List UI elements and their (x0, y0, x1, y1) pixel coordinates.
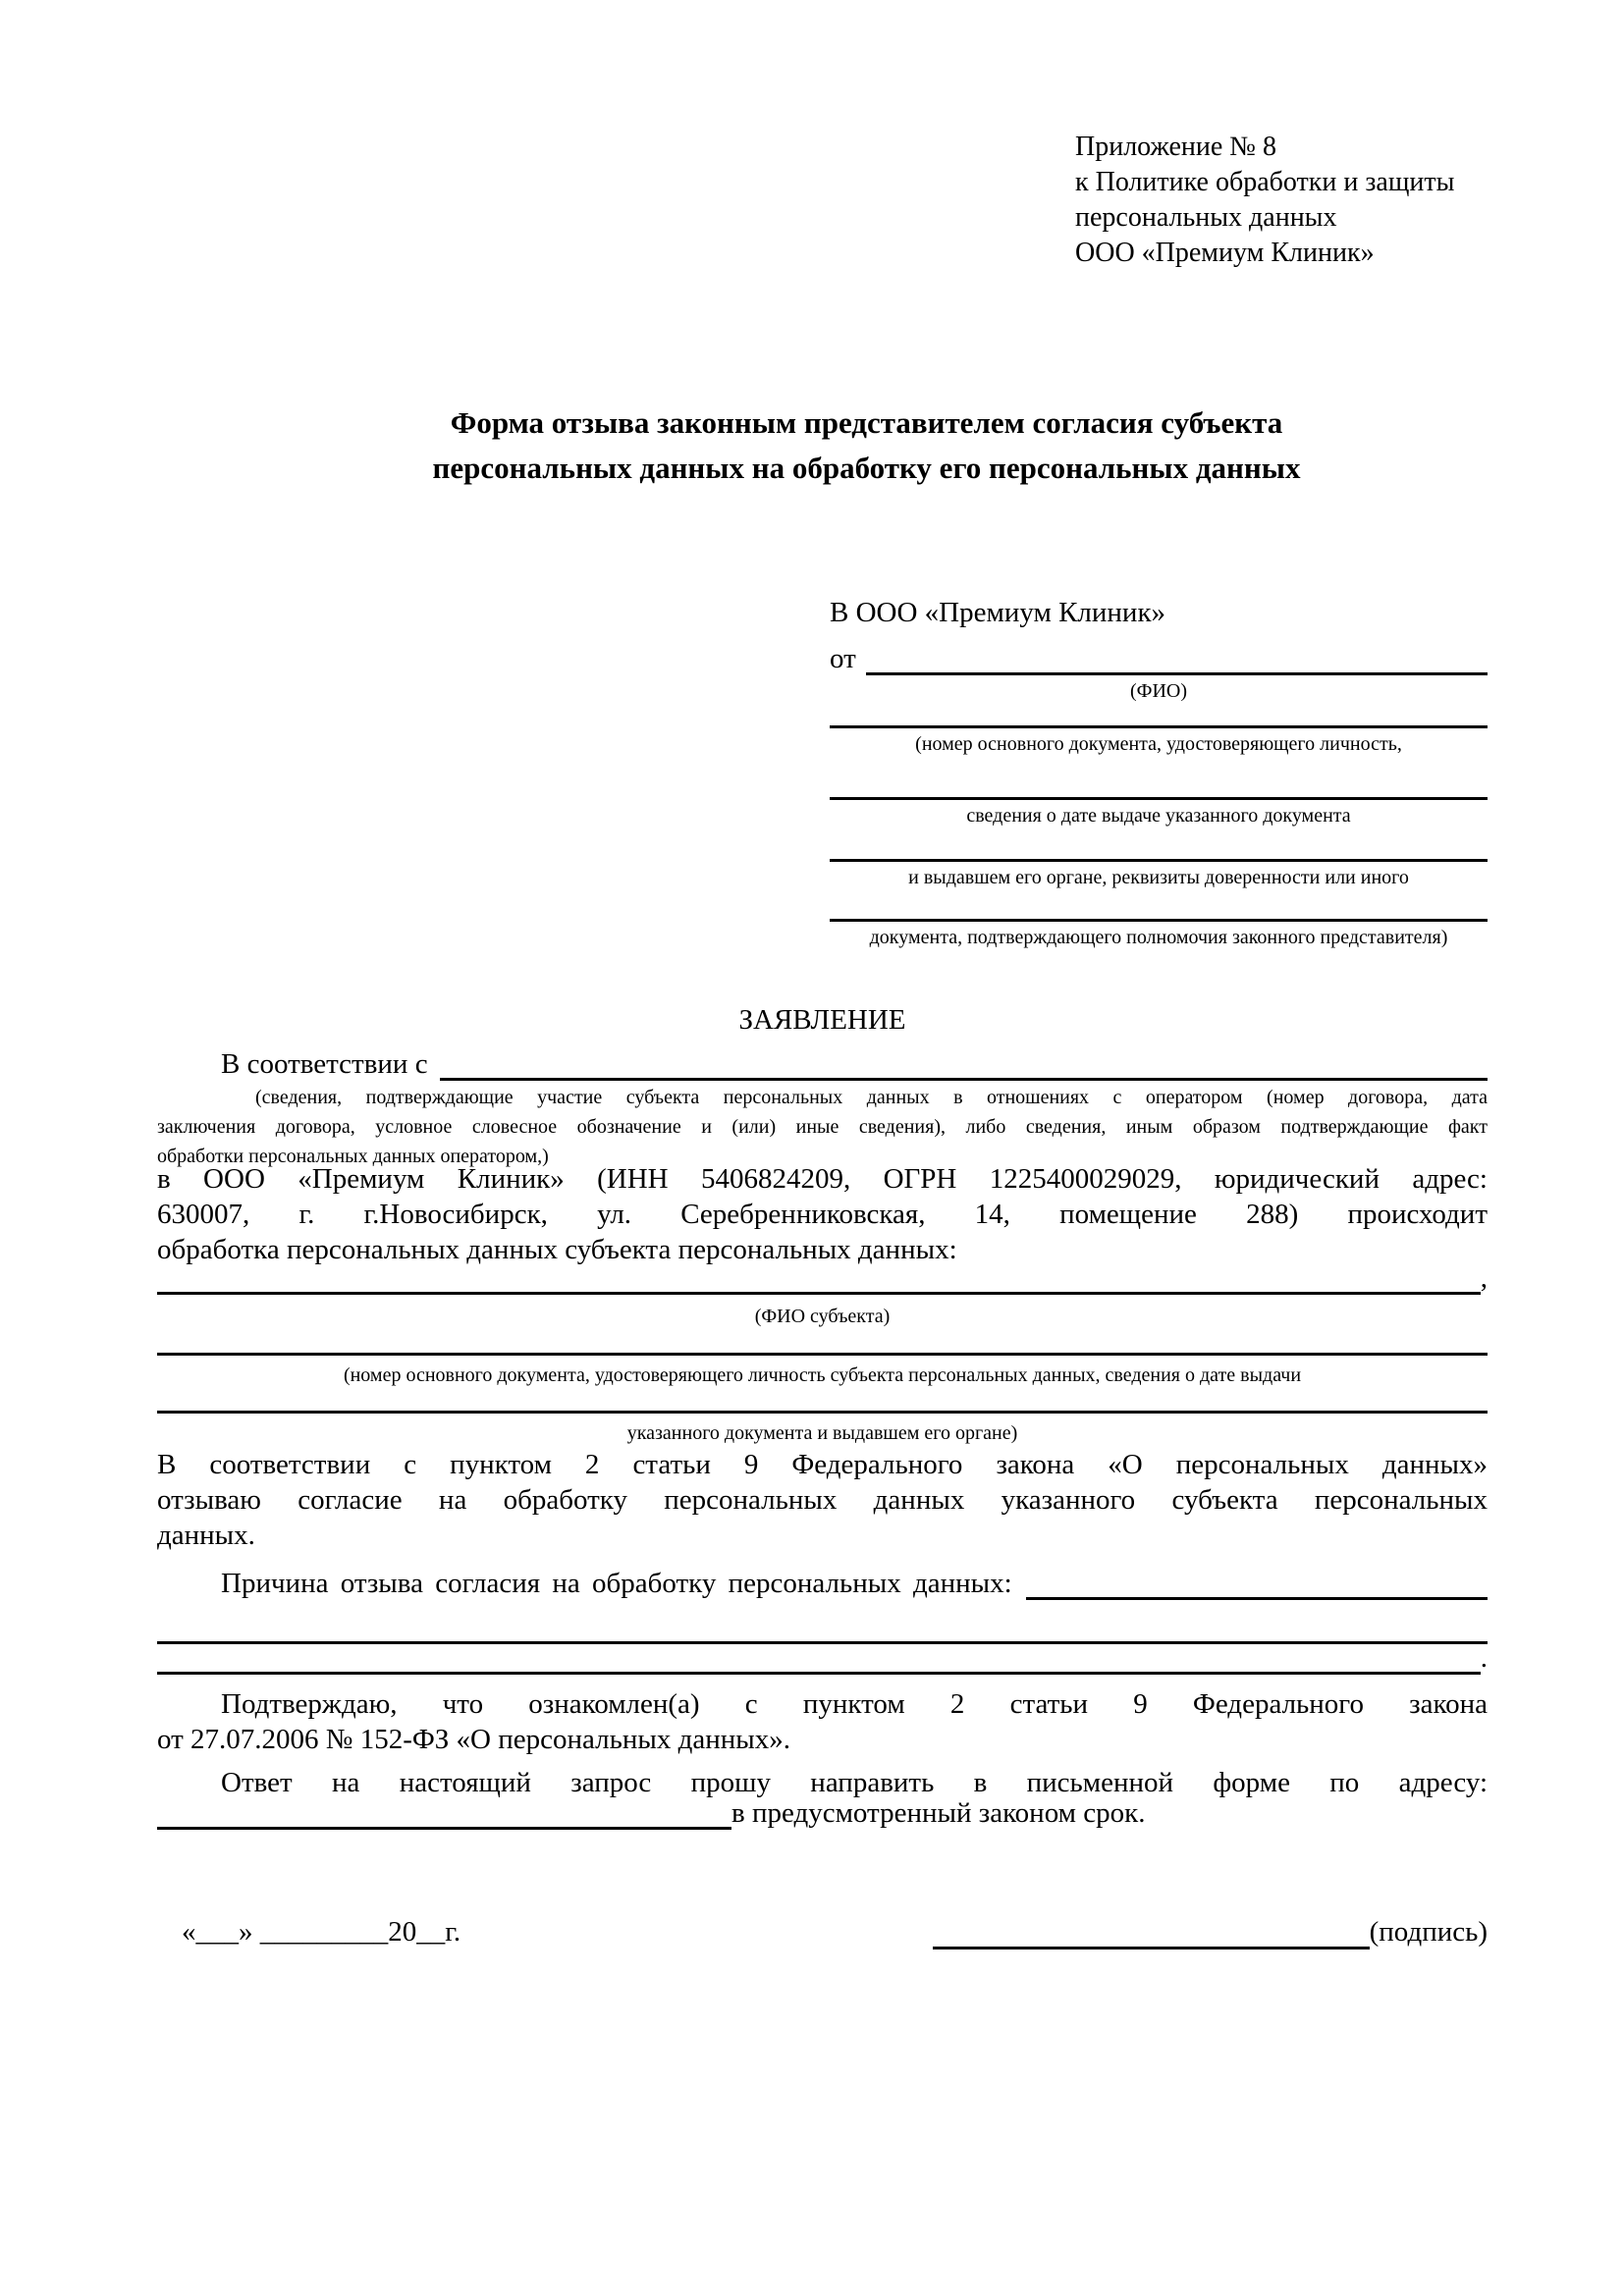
field-caption-issuing-authority: и выдавшем его органе, реквизиты доверенности или иного (908, 867, 1409, 888)
field-caption-document-number: (номер основного документа, удостоверяющего личность, (915, 733, 1402, 755)
withdrawal-paragraph (157, 1447, 1488, 1553)
signature-block (933, 1914, 1488, 1949)
accordance-prefix: В соответствии с (221, 1048, 428, 1080)
date-line: «___» _________20__г. (182, 1916, 461, 1948)
subject-fio-caption: (ФИО субъекта) (754, 1306, 891, 1327)
accordance-blank-line (440, 1047, 1488, 1081)
document-title (157, 400, 1488, 491)
response-address-line (157, 1797, 1488, 1830)
operator-paragraph-line: обработка персональных данных субъекта персональных данных: (157, 1234, 957, 1265)
from-prefix: от (830, 643, 856, 674)
fio-blank-line (866, 632, 1488, 675)
appendix-line: к Политике обработки и защиты (1075, 167, 1455, 197)
legal-note-line: (сведения, подтверждающие участие субъекта персональных данных в отношениях с оператором (номер договора, дата (255, 1087, 1488, 1108)
accordance-line (157, 1047, 1488, 1081)
withdrawal-paragraph-line: В соответствии с пунктом 2 статьи 9 Федерального закона «О персональных данных» (157, 1449, 1488, 1480)
blank-line-period: . (1480, 1642, 1488, 1674)
appendix-block (1075, 130, 1488, 271)
reason-blank-line (1026, 1567, 1488, 1600)
reason-prefix: Причина отзыва согласия на обработку персональных данных: (221, 1568, 1012, 1599)
field-caption-representative-authority: документа, подтверждающего полномочия законного представителя) (869, 927, 1448, 948)
document-number-blank-line (830, 703, 1488, 728)
appendix-line: персональных данных (1075, 202, 1337, 233)
response-address-blank-line (157, 1800, 731, 1830)
subject-doc-caption: (номер основного документа, удостоверяющего личность субъекта персональных данных, сведения о дате выдачи (343, 1364, 1302, 1386)
operator-paragraph (157, 1161, 1488, 1267)
reason-blank-line-3 (157, 1644, 1488, 1675)
subject-doc-blank-line (157, 1328, 1488, 1356)
appendix-line: ООО «Премиум Клиник» (1075, 238, 1375, 268)
response-paragraph-line: Ответ на настоящий запрос прошу направить в письменной форме по адресу: (221, 1767, 1488, 1798)
reason-blank-line-2 (157, 1600, 1488, 1644)
response-suffix: в предусмотренный законом срок. (731, 1797, 1146, 1829)
recipient-org-line: В ООО «Премиум Клиник» (830, 597, 1166, 628)
from-line (830, 632, 1488, 675)
subject-doc-blank-line (157, 1387, 1488, 1414)
subject-doc-caption: указанного документа и выдавшем его органе) (626, 1422, 1018, 1444)
confirm-paragraph-line: Подтверждаю, что ознакомлен(а) с пунктом 2 статьи 9 Федерального закона (221, 1688, 1488, 1720)
statement-heading: ЗАЯВЛЕНИЕ (738, 1004, 906, 1036)
subject-fio-line (157, 1262, 1488, 1295)
legal-note (157, 1083, 1488, 1171)
withdrawal-paragraph-line: данных. (157, 1520, 255, 1551)
operator-paragraph-line: 630007, г. г.Новосибирск, ул. Серебренниковская, 14, помещение 288) происходит (157, 1199, 1488, 1230)
reason-line (157, 1567, 1488, 1600)
issuing-authority-blank-line (830, 828, 1488, 862)
signature-caption: (подпись) (1369, 1916, 1488, 1948)
document-content (157, 0, 1488, 1949)
recipient-block (830, 593, 1488, 949)
signature-blank-line (933, 1914, 1370, 1949)
document-title-line: Форма отзыва законным представителем согласия субъекта (450, 405, 1283, 440)
blank-line (157, 1644, 1481, 1675)
date-signature-row (157, 1914, 1488, 1949)
withdrawal-paragraph-line: отзываю согласие на обработку персональных данных указанного субъекта персональных (157, 1484, 1488, 1516)
legal-note-line: обработки персональных данных оператором,) (157, 1146, 549, 1167)
operator-paragraph-line: в ООО «Премиум Клиник» (ИНН 5406824209, ОГРН 1225400029029, юридический адрес: (157, 1163, 1488, 1195)
issue-date-blank-line (830, 756, 1488, 800)
field-caption-issue-date: сведения о дате выдаче указанного документа (966, 805, 1351, 827)
document-title-line: персональных данных на обработку его персональных данных (432, 451, 1301, 485)
legal-note-line: заключения договора, условное словесное обозначение и (или) иные сведения), либо сведения, иным образом подтверждающие факт (157, 1116, 1488, 1138)
appendix-line: Приложение № 8 (1075, 132, 1276, 162)
confirm-paragraph-line: от 27.07.2006 № 152-ФЗ «О персональных данных». (157, 1724, 791, 1755)
representative-authority-blank-line (830, 889, 1488, 922)
field-caption-fio: (ФИО) (1129, 680, 1187, 702)
subject-fio-blank-line (157, 1267, 1481, 1295)
subject-fio-suffix: , (1480, 1262, 1488, 1294)
confirm-paragraph (157, 1686, 1488, 1757)
